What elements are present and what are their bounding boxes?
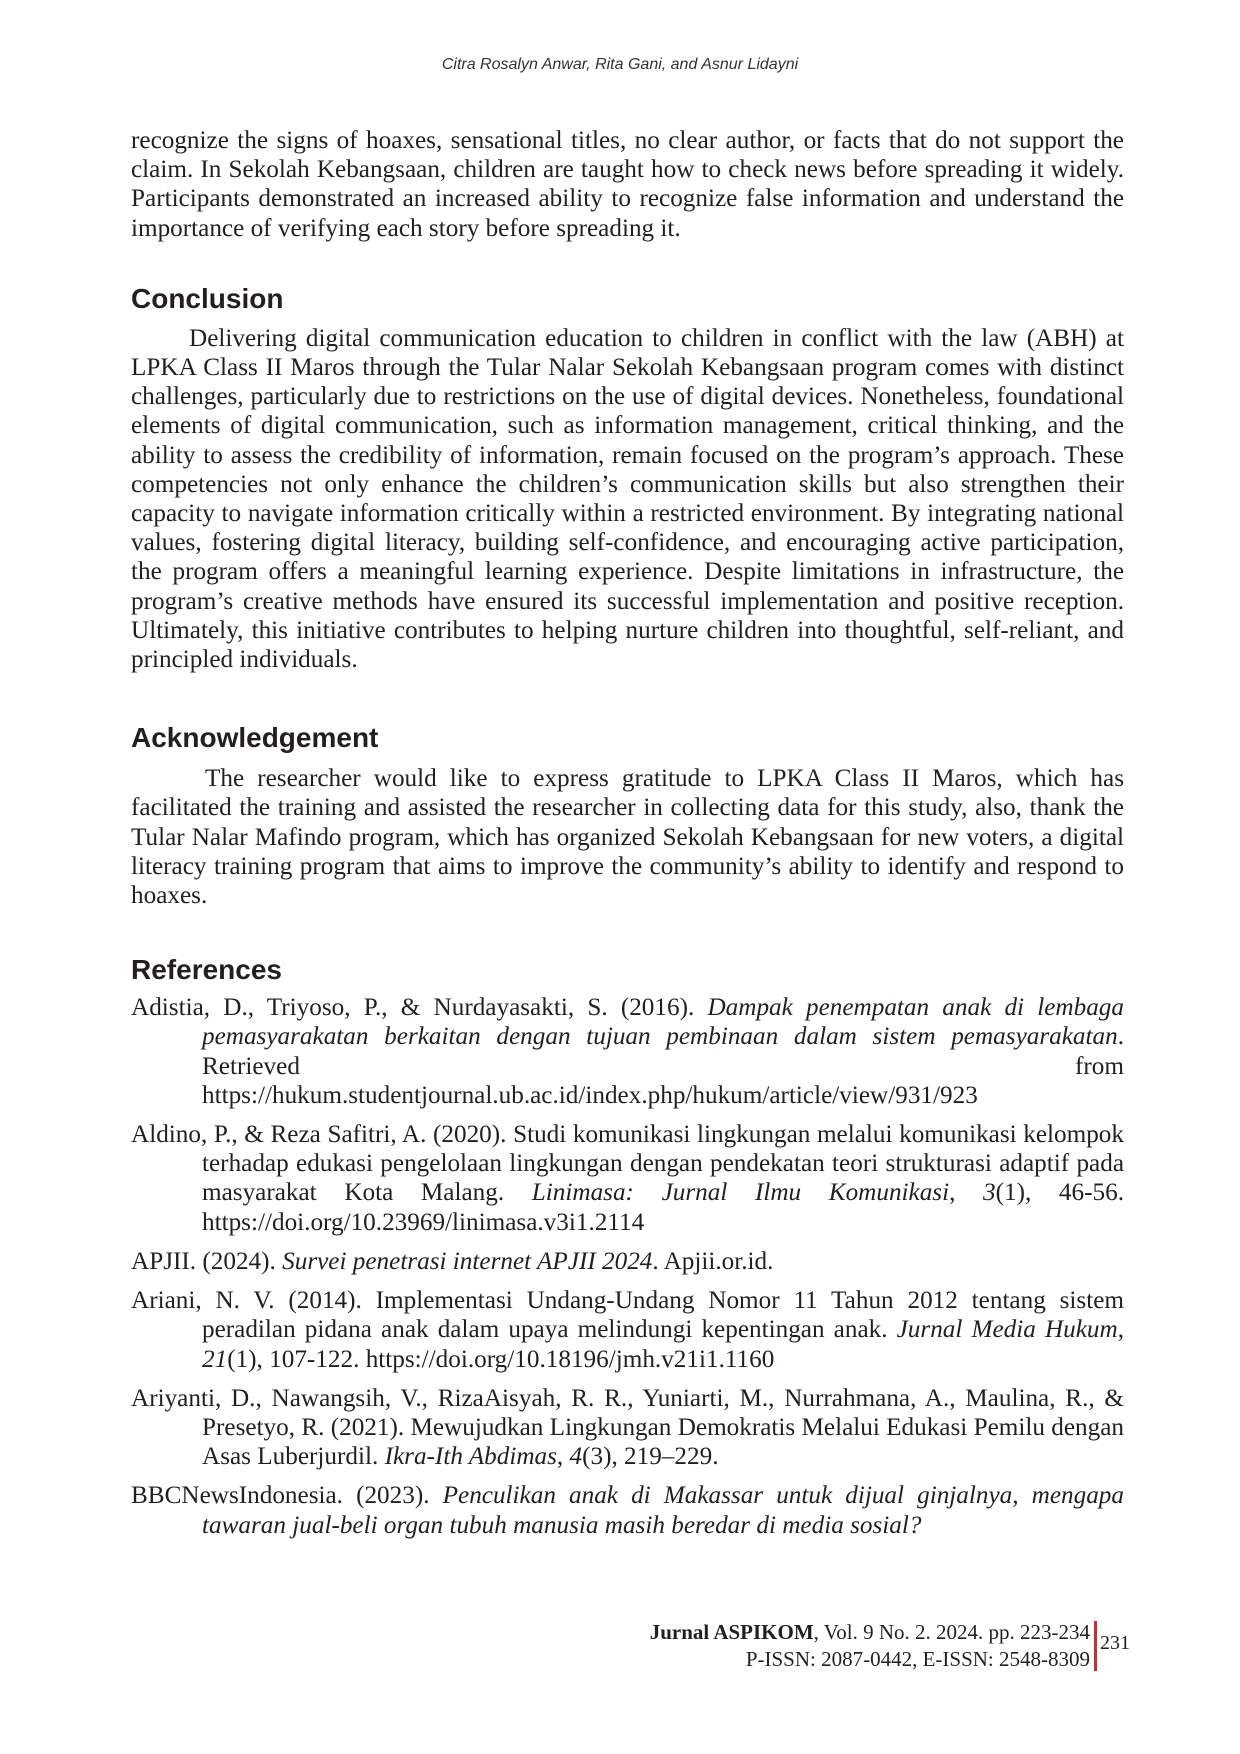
references-heading: References xyxy=(131,954,282,986)
reference-text: Ariani, N. V. (2014). Implementasi Undang-Undang Nomor 11 Tahun 2012 tentang sistem peradilan pidana anak dalam upaya melindungi kepentingan anak. xyxy=(131,1287,1124,1344)
reference-volume: 21 xyxy=(202,1345,228,1373)
reference-text: APJII. (2024). xyxy=(131,1247,283,1275)
reference-volume: 3 xyxy=(983,1179,996,1207)
acknowledgement-paragraph: The researcher would like to express gratitude to LPKA Class II Maros, which has facilitated the training and assisted the researcher in collecting data for this study, also, thank the Tular Nalar Mafindo program, which has organized Sekolah Kebangsaan for new voters, a digital literacy training program that aims to improve the community’s ability to identify and respond to hoaxes. xyxy=(131,765,1124,910)
reference-journal: Linimasa: Jurnal Ilmu Komunikasi xyxy=(531,1179,950,1207)
reference-text: Aldino, P., & Reza Safitri, A. (2020). Studi komunikasi lingkungan melalui komunikasi kelompok terhadap edukasi pengelolaan lingkungan dengan pendekatan teori strukturasi adaptif pada masyarakat Kota Malang. xyxy=(131,1121,1124,1207)
reference-volume: 4 xyxy=(569,1443,583,1471)
reference-item xyxy=(131,993,1124,1110)
reference-text: (1), 46-56. https://doi.org/10.23969/linimasa.v3i1.2114 xyxy=(202,1179,1124,1236)
reference-item xyxy=(131,1481,1124,1539)
reference-item xyxy=(131,1247,1124,1276)
journal-citation xyxy=(650,1619,1090,1646)
reference-item xyxy=(131,1286,1124,1374)
reference-text: (3), 219–229. xyxy=(582,1443,719,1471)
journal-name: Jurnal ASPIKOM xyxy=(649,1620,814,1644)
reference-text: BBCNewsIndonesia. (2023). xyxy=(131,1482,443,1510)
reference-text: , xyxy=(949,1179,984,1207)
reference-title: Dampak penempatan anak di lembaga pemasyarakatan berkaitan dengan tujuan pembinaan dalam sistem pemasyarakatan xyxy=(202,994,1124,1051)
reference-item xyxy=(131,1120,1124,1237)
reference-journal: Jurnal Media Hukum xyxy=(896,1316,1118,1344)
conclusion-paragraph: Delivering digital communication education to children in conflict with the law (ABH) at LPKA Class II Maros through the Tular Nalar Sekolah Kebangsaan program comes with distinct challenges, particularly due to restrictions on the use of digital devices. Nonetheless, foundational elements of digital communication, such as information management, critical thinking, and the ability to assess the credibility of information, remain focused on the program’s approach. These competencies not only enhance the children’s communication skills but also strengthen their capacity to navigate information critically within a restricted environment. By integrating national values, fostering digital literacy, building self-confidence, and encouraging active participation, the program offers a meaningful learning experience. Despite limitations in infrastructure, the program’s creative methods have ensured its successful implementation and positive reception. Ultimately, this initiative contributes to helping nurture children into thoughtful, self-reliant, and principled individuals. xyxy=(131,324,1124,674)
reference-title: Penculikan anak di Makassar untuk dijual ginjalnya, mengapa tawaran jual-beli organ tubuh manusia masih beredar di media sosial? xyxy=(202,1482,1124,1539)
journal-issn: P-ISSN: 2087-0442, E-ISSN: 2548-8309 xyxy=(745,1647,1090,1671)
reference-text: Ariyanti, D., Nawangsih, V., RizaAisyah, R. R., Yuniarti, M., Nurrahmana, A., Maulina, R., & Presetyo, R. (2021). Mewujudkan Lingkungan Demokratis Melalui Edukasi Pemilu dengan Asas Luberjurdil. xyxy=(131,1384,1124,1471)
page-content xyxy=(131,126,1124,1540)
reference-text: , xyxy=(556,1443,570,1471)
intro-paragraph: recognize the signs of hoaxes, sensational titles, no clear author, or facts that do not support the claim. In Sekolah Kebangsaan, children are taught how to check news before spreading it widely. Participants demonstrated an increased ability to recognize false information and understand the importance of verifying each story before spreading it. xyxy=(131,127,1124,242)
reference-text: . Retrieved from https://hukum.studentjournal.ub.ac.id/index.php/hukum/article/view/931/923 xyxy=(202,1023,1124,1109)
acknowledgement-heading: Acknowledgement xyxy=(131,722,379,754)
reference-journal: Ikra-Ith Abdimas xyxy=(384,1443,557,1471)
reference-list xyxy=(131,993,1124,1539)
reference-title: Survei penetrasi internet APJII 2024 xyxy=(282,1247,653,1275)
reference-text: Adistia, D., Triyoso, P., & Nurdayasakti, S. (2016). xyxy=(131,994,708,1022)
reference-text: (1), 107-122. https://doi.org/10.18196/jmh.v21i1.1160 xyxy=(227,1345,775,1373)
journal-footer xyxy=(650,1619,1090,1673)
footer-accent-bar xyxy=(1094,1621,1097,1671)
conclusion-heading: Conclusion xyxy=(131,282,284,314)
running-head: Citra Rosalyn Anwar, Rita Gani, and Asnur Lidayni xyxy=(441,56,799,73)
reference-text: . Apjii.or.id. xyxy=(652,1247,774,1275)
journal-info: , Vol. 9 No. 2. 2024. pp. 223-234 xyxy=(813,1620,1090,1644)
reference-item xyxy=(131,1384,1124,1472)
reference-text: , xyxy=(1117,1316,1124,1344)
page-number: 231 xyxy=(1100,1632,1130,1654)
